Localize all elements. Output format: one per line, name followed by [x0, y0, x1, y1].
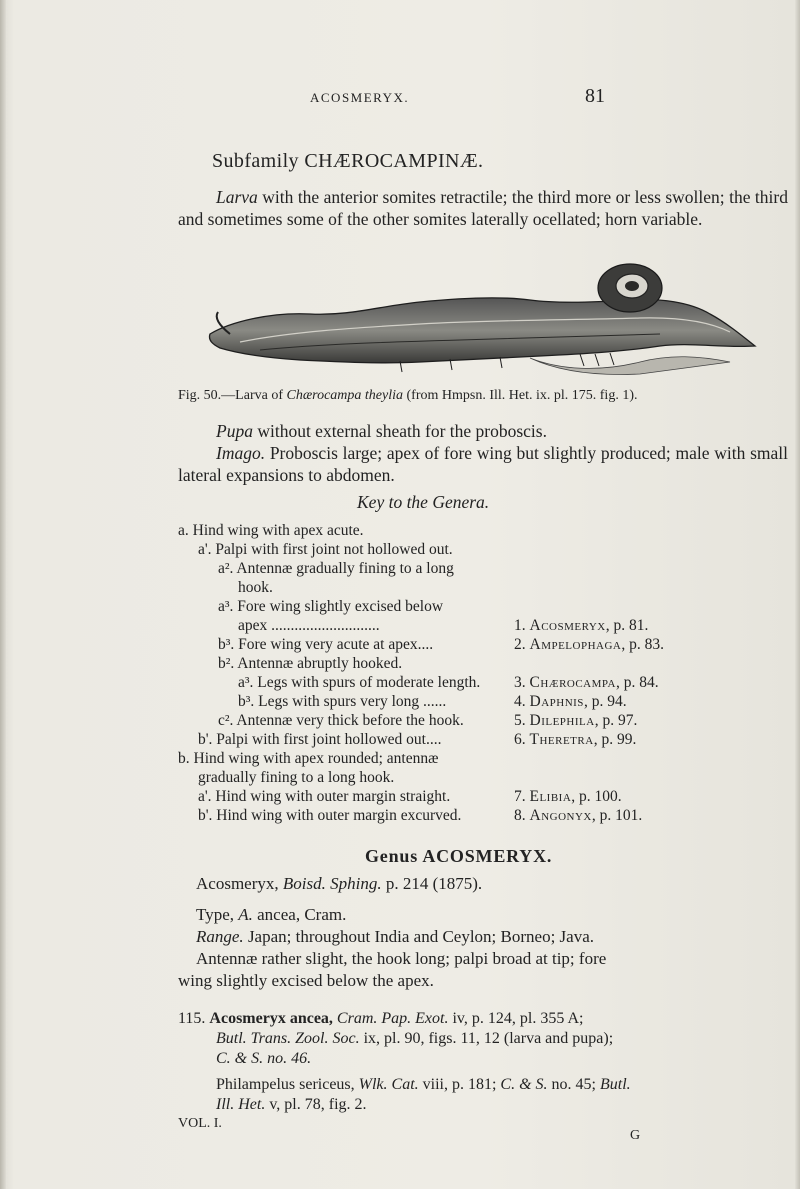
larva-paragraph	[178, 186, 788, 230]
larva-body	[209, 298, 755, 363]
larva-leaf	[530, 357, 730, 375]
key-line: b². Antennæ abruptly hooked.	[218, 655, 403, 672]
key-genus-1: 1. Acosmeryx, p. 81.	[514, 617, 649, 634]
imago-term: Imago.	[216, 443, 266, 463]
page-right-edge	[795, 0, 800, 1189]
figure-caption	[178, 388, 638, 404]
larva-text: with the anterior somites retractile; the third more or less swollen; the third and sometimes some of the other somites laterally ocellated; horn variable.	[178, 187, 788, 229]
figure-caption-species: Chærocampa theylia	[286, 388, 404, 403]
pupa-paragraph	[178, 420, 788, 442]
key-genus-6: 6. Theretra, p. 99.	[514, 731, 637, 748]
species-entry-line-5: Ill. Het. v, pl. 78, fig. 2.	[216, 1096, 367, 1113]
signature-mark: G	[630, 1128, 641, 1143]
key-title: Key to the Genera.	[357, 492, 490, 512]
figure-caption-suffix: (from Hmpsn. Ill. Het. ix. pl. 175. fig. 1).	[403, 388, 638, 403]
genus-type: Type, A. ancea, Cram.	[196, 905, 347, 924]
key-line: b³. Fore wing very acute at apex....	[218, 636, 434, 653]
genus-citation: Acosmeryx, Boisd. Sphing. p. 214 (1875).	[196, 874, 483, 893]
running-head: ACOSMERYX.	[310, 90, 410, 105]
key-line: a³. Legs with spurs of moderate length.	[238, 674, 481, 691]
key-line: apex ............................	[238, 617, 380, 634]
volume-label: VOL. I.	[178, 1116, 222, 1131]
key-line: a. Hind wing with apex acute.	[178, 522, 364, 539]
species-entry-line-2: Butl. Trans. Zool. Soc. ix, pl. 90, figs. 11, 12 (larva and pupa);	[216, 1030, 614, 1047]
genus-description-1: Antennæ rather slight, the hook long; palpi broad at tip; fore	[196, 949, 607, 968]
species-entry-line-3: C. & S. no. 46.	[216, 1050, 312, 1067]
species-entry-line-4: Philampelus sericeus, Wlk. Cat. viii, p. 181; C. & S. no. 45; Butl.	[216, 1076, 631, 1093]
key-genus-5: 5. Dilephila, p. 97.	[514, 712, 638, 729]
imago-paragraph	[178, 442, 788, 486]
genus-range: Range. Japan; throughout India and Ceylon; Borneo; Java.	[196, 927, 595, 946]
subfamily-heading: Subfamily CHÆROCAMPINÆ.	[212, 150, 484, 172]
key-line: c². Antennæ very thick before the hook.	[218, 712, 464, 729]
key-line: gradually fining to a long hook.	[198, 769, 395, 786]
page-left-edge	[0, 0, 6, 1189]
key-line: b³. Legs with spurs very long ......	[238, 693, 447, 710]
figure-caption-prefix: Fig. 50.—Larva of	[178, 388, 287, 403]
larva-illustration	[200, 262, 760, 377]
larva-ocellus-center	[625, 281, 639, 291]
genus-description-2: wing slightly excised below the apex.	[178, 971, 434, 990]
key-line: a². Antennæ gradually fining to a long	[218, 560, 454, 577]
page-number: 81	[585, 85, 605, 107]
key-line: hook.	[238, 579, 273, 596]
key-genus-3: 3. Chærocampa, p. 84.	[514, 674, 659, 691]
key-genus-4: 4. Daphnis, p. 94.	[514, 693, 627, 710]
key-line: b. Hind wing with apex rounded; antennæ	[178, 750, 439, 767]
key-genus-2: 2. Ampelophaga, p. 83.	[514, 636, 664, 653]
pupa-text: without external sheath for the proboscis.	[252, 421, 547, 441]
key-line: b'. Palpi with first joint hollowed out....	[198, 731, 442, 748]
key-genus-7: 7. Elibia, p. 100.	[514, 788, 622, 805]
key-line: a'. Hind wing with outer margin straight.	[198, 788, 451, 805]
imago-text: Proboscis large; apex of fore wing but slightly produced; male with small lateral expansions to abdomen.	[178, 443, 788, 485]
key-line: b'. Hind wing with outer margin excurved.	[198, 807, 462, 824]
species-entry-line-1: 115. Acosmeryx ancea, Cram. Pap. Exot. iv, p. 124, pl. 355 A;	[178, 1010, 584, 1027]
larva-term: Larva	[216, 187, 258, 207]
key-line: a'. Palpi with first joint not hollowed out.	[198, 541, 453, 558]
genus-heading: Genus ACOSMERYX.	[365, 846, 553, 866]
pupa-term: Pupa	[216, 421, 253, 441]
key-genus-8: 8. Angonyx, p. 101.	[514, 807, 643, 824]
key-line: a³. Fore wing slightly excised below	[218, 598, 444, 615]
